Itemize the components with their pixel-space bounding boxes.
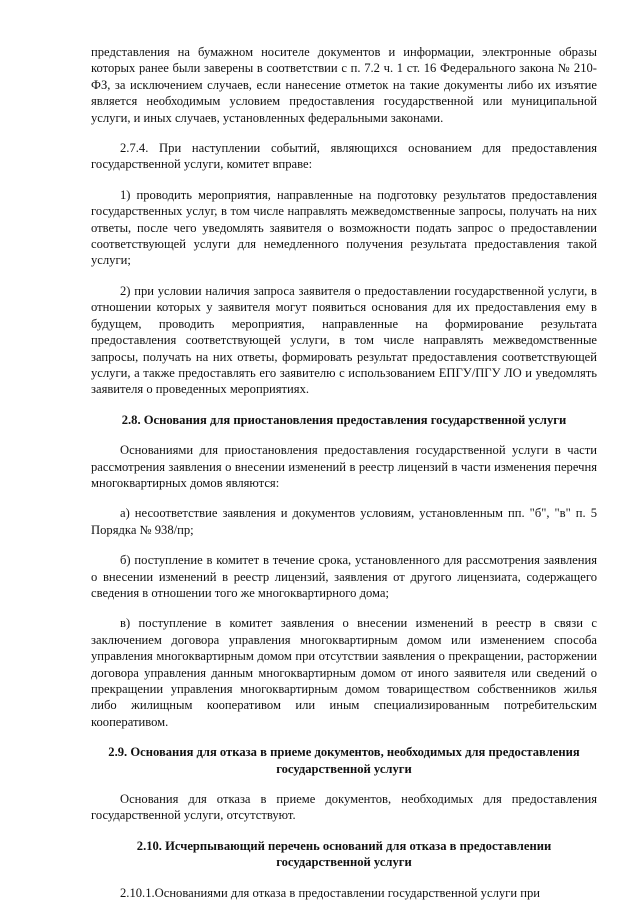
paragraph-item-1: 1) проводить мероприятия, направленные на подготовку результатов предоставления государственных услуг, в том числе направлять межведомственные запросы, получать на них ответы, после чего уведомлять заявителя о возможности подать запрос о предоставлении соответствующей услуги для немедленного получения результата предоставления такой услуги; (91, 187, 597, 268)
paragraph-suspension-grounds: Основаниями для приостановления предоставления государственной услуги в части рассмотрения заявления о внесении изменений в реестр лицензий в части изменения перечня многоквартирных домов являются: (91, 443, 597, 490)
heading-2-10-line-1: 2.10. Исчерпывающий перечень оснований для отказа в предоставлении (136, 838, 552, 853)
paragraph-no-refusal-grounds: Основания для отказа в приеме документов, необходимых для предоставления государственной услуги, отсутствуют. (91, 792, 597, 823)
paragraph-item-a: а) несоответствие заявления и документов условиям, установленным пп. "б", "в" п. 5 Порядка № 938/пр; (91, 506, 597, 537)
heading-2-8: 2.8. Основания для приостановления предоставления государственной услуги (121, 412, 567, 427)
heading-2-9 (91, 744, 597, 777)
paragraph-2-7-4: 2.7.4. При наступлении событий, являющихся основанием для предоставления государственной услуги, комитет вправе: (91, 141, 597, 172)
heading-2-9-line-1: 2.9. Основания для отказа в приеме документов, необходимых для предоставления (108, 745, 580, 760)
heading-2-10 (91, 838, 597, 871)
document-page (91, 44, 597, 901)
paragraph-item-b: б) поступление в комитет в течение срока, установленного для рассмотрения заявления о внесении изменений в реестр лицензий, заявления от другого лицензиата, содержащего сведения в отношении того же многоквартирного дома; (91, 553, 597, 600)
paragraph-item-v: в) поступление в комитет заявления о внесении изменений в реестр в связи с заключением договора управления многоквартирным домом или изменением способа управления многоквартирным домом при отсутствии заявления о прекращении, расторжении договора управления данным многоквартирным домом от иного заявителя или сведений о прекращении управления многоквартирным домом товариществом собственников жилья либо жилищным кооперативом или иным специализированным потребительским кооперативом. (91, 616, 597, 729)
heading-2-9-line-2: государственной услуги (276, 761, 412, 776)
paragraph-2-10-1: 2.10.1.Основаниями для отказа в предоставлении государственной услуги при (120, 885, 540, 900)
paragraph-continuation: представления на бумажном носителе документов и информации, электронные образы которых ранее были заверены в соответствии с п. 7.2 ч. 1 ст. 16 Федерального закона № 210-ФЗ, за исключением случаев, если нанесение отметок на такие документы либо их изъятие является необходимым условием предоставления государственной или муниципальной услуги, и иных случаев, установленных федеральными законами. (91, 45, 597, 125)
heading-2-10-line-2: государственной услуги (276, 855, 412, 870)
paragraph-item-2: 2) при условии наличия запроса заявителя о предоставлении государственной услуги, в отношении которых у заявителя могут появиться основания для их предоставления ему в будущем, проводить мероприятия, направленные на формирование результата предоставления соответствующей услуги, в том числе направлять межведомственные запросы, получать на них ответы, формировать результат предоставления соответствующей услуги, а также предоставлять его заявителю с использованием ЕПГУ/ПГУ ЛО и уведомлять заявителя о проведенных мероприятиях. (91, 283, 597, 397)
